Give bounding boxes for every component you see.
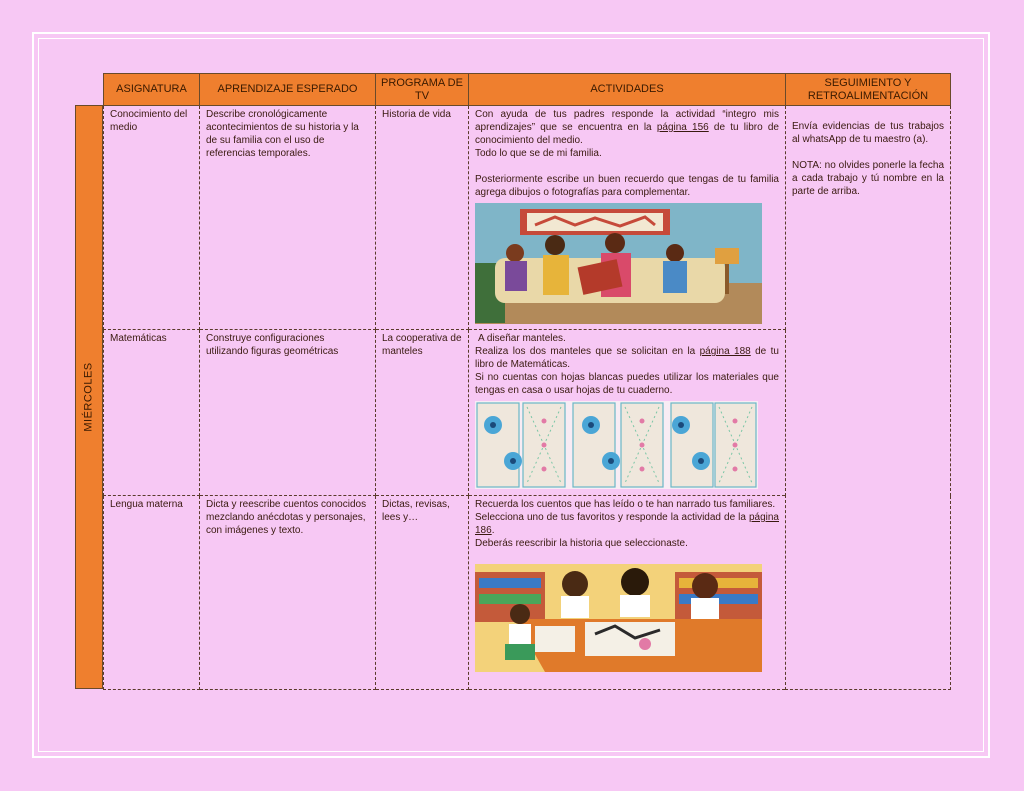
actividades-cell: [469, 330, 786, 496]
activity-text: Todo lo que se de mi familia.: [475, 148, 602, 159]
aprendizaje-cell: Dicta y reescribe cuentos conocidos mezclando anécdotas y personajes, con imágenes y texto.: [200, 496, 376, 690]
activity-text: A diseñar manteles.: [478, 333, 566, 344]
day-label: MIÉRCOLES: [83, 362, 96, 432]
table-row: [104, 106, 951, 330]
programa-cell: La cooperativa de manteles: [376, 330, 469, 496]
asignatura-cell: Lengua materna: [104, 496, 200, 690]
page-link: página 156: [656, 122, 709, 133]
programa-cell: Dictas, revisas, lees y…: [376, 496, 469, 690]
lesson-plan-table: [103, 73, 951, 690]
activity-text: Deberás reescribir la historia que seleccionaste.: [475, 538, 688, 549]
activity-text: Realiza los dos manteles que se solicitan en la página 188 de tu libro de Matemáticas.: [475, 346, 779, 370]
seguimiento-cell: [786, 106, 951, 690]
nota-text: NOTA: no olvides ponerle la fecha a cada trabajo y tú nombre en la parte de arriba.: [792, 160, 944, 197]
asignatura-cell: Conocimiento del medio: [104, 106, 200, 330]
seguimiento-text: Envía evidencias de tus trabajos al whatsApp de tu maestro (a).: [792, 121, 944, 145]
actividades-cell: [469, 496, 786, 690]
aprendizaje-cell: Construye configuraciones utilizando figuras geométricas: [200, 330, 376, 496]
page-link: página 188: [699, 346, 751, 357]
header-row: [104, 74, 951, 106]
children-writing-illustration: [475, 564, 762, 672]
header-programa: PROGRAMA DE TV: [376, 74, 469, 106]
activity-text: Con ayuda de tus padres responde la actividad “integro mis aprendizajes” que se encuentra en la página 156 de tu libro de conocimiento del medio.: [475, 109, 779, 146]
aprendizaje-cell: Describe cronológicamente acontecimientos de su historia y la de su familia con el uso de referencias temporales.: [200, 106, 376, 330]
activity-text: Si no cuentas con hojas blancas puedes utilizar los materiales que tengas en casa o usar hojas de tu cuaderno.: [475, 372, 779, 396]
day-column: [75, 105, 103, 689]
header-actividades: ACTIVIDADES: [469, 74, 786, 106]
header-asignatura: ASIGNATURA: [104, 74, 200, 106]
actividades-cell: [469, 106, 786, 330]
programa-cell: Historia de vida: [376, 106, 469, 330]
activity-text: Selecciona uno de tus favoritos y responde la actividad de la página 186.: [475, 512, 779, 536]
header-seguimiento: SEGUIMIENTO Y RETROALIMENTACIÓN: [786, 74, 951, 106]
tablecloth-illustration: [475, 401, 758, 489]
asignatura-cell: Matemáticas: [104, 330, 200, 496]
page-link: página 186: [475, 512, 779, 536]
family-illustration: [475, 203, 762, 324]
header-aprendizaje: APRENDIZAJE ESPERADO: [200, 74, 376, 106]
activity-text: Posteriormente escribe un buen recuerdo que tengas de tu familia agrega dibujos o fotografías para complementar.: [475, 174, 779, 198]
activity-text: Recuerda los cuentos que has leído o te han narrado tus familiares.: [475, 499, 776, 510]
